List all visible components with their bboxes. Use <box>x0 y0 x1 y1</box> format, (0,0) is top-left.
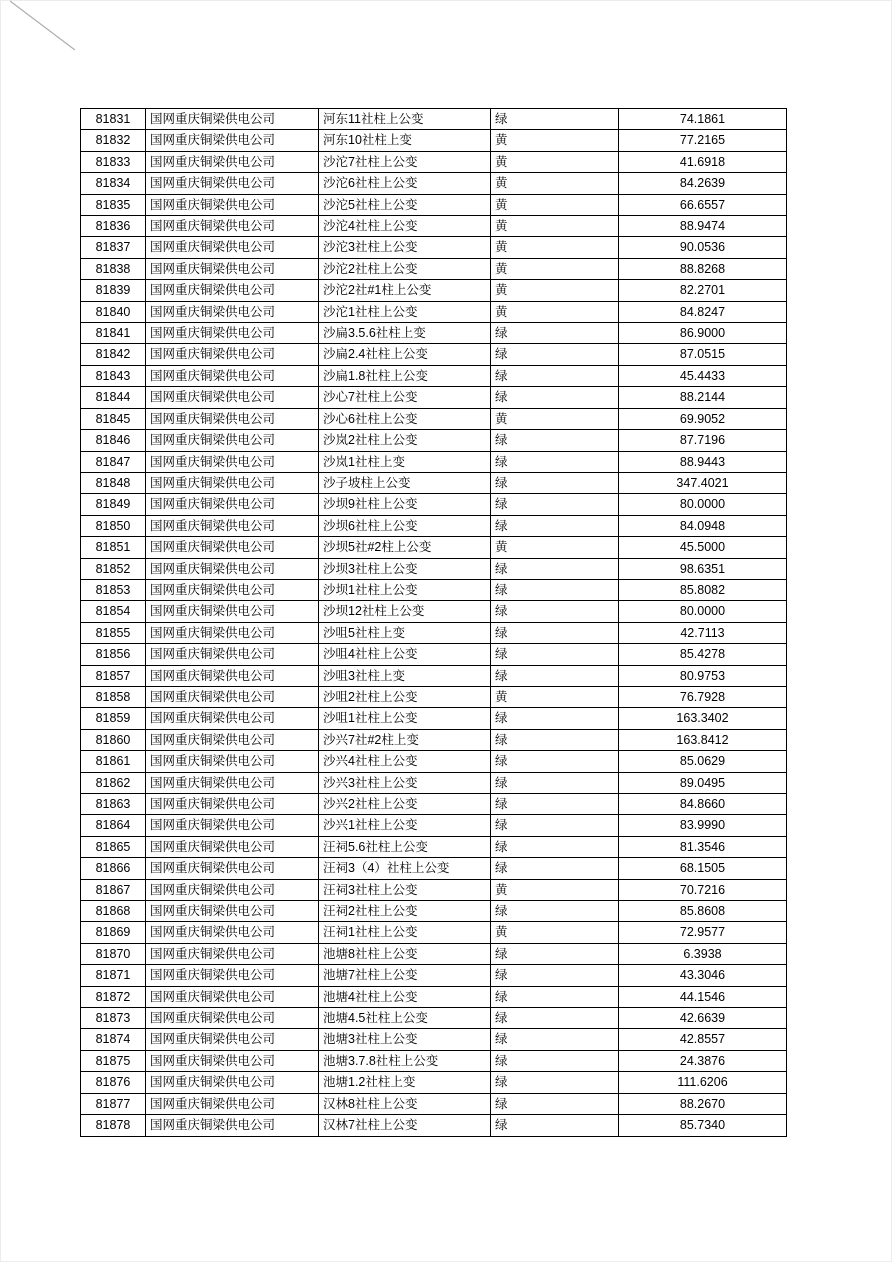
cell-company: 国网重庆铜梁供电公司 <box>146 836 319 857</box>
cell-station: 沙咀5社柱上变 <box>319 622 491 643</box>
cell-station: 沙心6社柱上公变 <box>319 408 491 429</box>
cell-status: 绿 <box>491 665 619 686</box>
cell-value: 82.2701 <box>619 280 787 301</box>
cell-station: 汪祠2社柱上公变 <box>319 901 491 922</box>
cell-company: 国网重庆铜梁供电公司 <box>146 686 319 707</box>
table-row <box>81 729 787 750</box>
cell-company: 国网重庆铜梁供电公司 <box>146 194 319 215</box>
table-row <box>81 622 787 643</box>
cell-station: 沙心7社柱上公变 <box>319 387 491 408</box>
cell-station: 沙沱7社柱上公变 <box>319 151 491 172</box>
cell-status: 黄 <box>491 879 619 900</box>
cell-company: 国网重庆铜梁供电公司 <box>146 1093 319 1114</box>
cell-status: 绿 <box>491 1072 619 1093</box>
cell-company: 国网重庆铜梁供电公司 <box>146 943 319 964</box>
cell-status: 绿 <box>491 387 619 408</box>
cell-company: 国网重庆铜梁供电公司 <box>146 237 319 258</box>
cell-value: 88.2144 <box>619 387 787 408</box>
cell-id: 81874 <box>81 1029 146 1050</box>
cell-station: 河东10社柱上变 <box>319 130 491 151</box>
cell-status: 黄 <box>491 301 619 322</box>
cell-company: 国网重庆铜梁供电公司 <box>146 1072 319 1093</box>
cell-value: 347.4021 <box>619 472 787 493</box>
cell-station: 沙坝12社柱上公变 <box>319 601 491 622</box>
table-row <box>81 173 787 194</box>
cell-id: 81875 <box>81 1050 146 1071</box>
table-row <box>81 922 787 943</box>
cell-id: 81840 <box>81 301 146 322</box>
cell-company: 国网重庆铜梁供电公司 <box>146 430 319 451</box>
table-row <box>81 430 787 451</box>
scan-corner-line <box>0 0 120 80</box>
cell-id: 81846 <box>81 430 146 451</box>
cell-id: 81839 <box>81 280 146 301</box>
cell-value: 111.6206 <box>619 1072 787 1093</box>
cell-status: 绿 <box>491 601 619 622</box>
cell-value: 163.8412 <box>619 729 787 750</box>
cell-value: 66.6557 <box>619 194 787 215</box>
cell-id: 81859 <box>81 708 146 729</box>
cell-status: 绿 <box>491 644 619 665</box>
cell-value: 81.3546 <box>619 836 787 857</box>
table-row <box>81 1050 787 1071</box>
table-row <box>81 815 787 836</box>
table-row <box>81 472 787 493</box>
cell-id: 81862 <box>81 772 146 793</box>
cell-status: 绿 <box>491 986 619 1007</box>
cell-id: 81860 <box>81 729 146 750</box>
cell-company: 国网重庆铜梁供电公司 <box>146 387 319 408</box>
cell-id: 81837 <box>81 237 146 258</box>
table-row <box>81 1115 787 1136</box>
cell-station: 汉林8社柱上公变 <box>319 1093 491 1114</box>
cell-status: 黄 <box>491 216 619 237</box>
cell-value: 84.2639 <box>619 173 787 194</box>
cell-id: 81832 <box>81 130 146 151</box>
cell-company: 国网重庆铜梁供电公司 <box>146 365 319 386</box>
cell-id: 81851 <box>81 537 146 558</box>
cell-status: 绿 <box>491 515 619 536</box>
cell-status: 绿 <box>491 751 619 772</box>
cell-company: 国网重庆铜梁供电公司 <box>146 772 319 793</box>
table-row <box>81 494 787 515</box>
cell-company: 国网重庆铜梁供电公司 <box>146 729 319 750</box>
cell-station: 沙坝9社柱上公变 <box>319 494 491 515</box>
cell-company: 国网重庆铜梁供电公司 <box>146 1029 319 1050</box>
table-row <box>81 943 787 964</box>
cell-company: 国网重庆铜梁供电公司 <box>146 922 319 943</box>
cell-value: 88.9443 <box>619 451 787 472</box>
cell-company: 国网重庆铜梁供电公司 <box>146 622 319 643</box>
cell-id: 81876 <box>81 1072 146 1093</box>
cell-value: 98.6351 <box>619 558 787 579</box>
table-row <box>81 537 787 558</box>
cell-status: 绿 <box>491 323 619 344</box>
cell-station: 汪祠3社柱上公变 <box>319 879 491 900</box>
table-row <box>81 579 787 600</box>
cell-id: 81877 <box>81 1093 146 1114</box>
table-row <box>81 686 787 707</box>
cell-value: 69.9052 <box>619 408 787 429</box>
cell-station: 沙咀4社柱上公变 <box>319 644 491 665</box>
cell-value: 80.0000 <box>619 601 787 622</box>
cell-id: 81870 <box>81 943 146 964</box>
cell-status: 黄 <box>491 130 619 151</box>
cell-status: 黄 <box>491 194 619 215</box>
cell-value: 42.8557 <box>619 1029 787 1050</box>
cell-value: 85.0629 <box>619 751 787 772</box>
cell-id: 81865 <box>81 836 146 857</box>
cell-value: 42.6639 <box>619 1008 787 1029</box>
cell-company: 国网重庆铜梁供电公司 <box>146 109 319 130</box>
cell-value: 74.1861 <box>619 109 787 130</box>
cell-status: 黄 <box>491 173 619 194</box>
table-row <box>81 151 787 172</box>
cell-station: 沙子坡柱上公变 <box>319 472 491 493</box>
cell-company: 国网重庆铜梁供电公司 <box>146 130 319 151</box>
cell-station: 沙咀3社柱上变 <box>319 665 491 686</box>
cell-id: 81868 <box>81 901 146 922</box>
cell-company: 国网重庆铜梁供电公司 <box>146 1050 319 1071</box>
cell-value: 70.7216 <box>619 879 787 900</box>
cell-station: 沙坝3社柱上公变 <box>319 558 491 579</box>
cell-value: 163.3402 <box>619 708 787 729</box>
table-row <box>81 194 787 215</box>
cell-company: 国网重庆铜梁供电公司 <box>146 301 319 322</box>
table-row <box>81 858 787 879</box>
cell-id: 81834 <box>81 173 146 194</box>
cell-company: 国网重庆铜梁供电公司 <box>146 323 319 344</box>
cell-station: 池塘4.5社柱上公变 <box>319 1008 491 1029</box>
cell-company: 国网重庆铜梁供电公司 <box>146 601 319 622</box>
cell-company: 国网重庆铜梁供电公司 <box>146 173 319 194</box>
cell-station: 沙沱4社柱上公变 <box>319 216 491 237</box>
table-row <box>81 751 787 772</box>
cell-station: 汪祠3（4）社柱上公变 <box>319 858 491 879</box>
cell-station: 池塘3.7.8社柱上公变 <box>319 1050 491 1071</box>
table-row <box>81 408 787 429</box>
cell-status: 绿 <box>491 1050 619 1071</box>
cell-id: 81853 <box>81 579 146 600</box>
cell-company: 国网重庆铜梁供电公司 <box>146 451 319 472</box>
cell-status: 绿 <box>491 558 619 579</box>
cell-id: 81850 <box>81 515 146 536</box>
cell-company: 国网重庆铜梁供电公司 <box>146 151 319 172</box>
cell-status: 绿 <box>491 1029 619 1050</box>
table-row <box>81 879 787 900</box>
cell-status: 黄 <box>491 280 619 301</box>
cell-value: 6.3938 <box>619 943 787 964</box>
table-row <box>81 258 787 279</box>
cell-status: 黄 <box>491 408 619 429</box>
table-row <box>81 387 787 408</box>
table-row <box>81 1072 787 1093</box>
cell-status: 绿 <box>491 1115 619 1136</box>
cell-value: 88.9474 <box>619 216 787 237</box>
cell-status: 绿 <box>491 494 619 515</box>
cell-id: 81836 <box>81 216 146 237</box>
cell-id: 81843 <box>81 365 146 386</box>
table-row <box>81 708 787 729</box>
cell-status: 黄 <box>491 151 619 172</box>
table-row <box>81 601 787 622</box>
cell-station: 沙坝1社柱上公变 <box>319 579 491 600</box>
cell-company: 国网重庆铜梁供电公司 <box>146 494 319 515</box>
cell-company: 国网重庆铜梁供电公司 <box>146 515 319 536</box>
table-row <box>81 901 787 922</box>
table-row <box>81 836 787 857</box>
cell-id: 81852 <box>81 558 146 579</box>
cell-station: 池塘1.2社柱上变 <box>319 1072 491 1093</box>
cell-company: 国网重庆铜梁供电公司 <box>146 644 319 665</box>
cell-company: 国网重庆铜梁供电公司 <box>146 1115 319 1136</box>
cell-station: 沙扁3.5.6社柱上变 <box>319 323 491 344</box>
cell-company: 国网重庆铜梁供电公司 <box>146 708 319 729</box>
cell-company: 国网重庆铜梁供电公司 <box>146 537 319 558</box>
cell-value: 90.0536 <box>619 237 787 258</box>
cell-id: 81849 <box>81 494 146 515</box>
cell-status: 黄 <box>491 237 619 258</box>
cell-id: 81873 <box>81 1008 146 1029</box>
cell-status: 绿 <box>491 708 619 729</box>
cell-id: 81871 <box>81 965 146 986</box>
cell-company: 国网重庆铜梁供电公司 <box>146 258 319 279</box>
cell-id: 81835 <box>81 194 146 215</box>
cell-value: 84.0948 <box>619 515 787 536</box>
cell-station: 沙沱2社#1柱上公变 <box>319 280 491 301</box>
cell-status: 绿 <box>491 815 619 836</box>
data-table <box>80 108 787 1137</box>
cell-status: 绿 <box>491 858 619 879</box>
cell-value: 80.9753 <box>619 665 787 686</box>
cell-id: 81838 <box>81 258 146 279</box>
cell-id: 81844 <box>81 387 146 408</box>
cell-status: 绿 <box>491 1093 619 1114</box>
table-row <box>81 772 787 793</box>
cell-id: 81863 <box>81 794 146 815</box>
cell-value: 85.8082 <box>619 579 787 600</box>
cell-id: 81842 <box>81 344 146 365</box>
cell-value: 72.9577 <box>619 922 787 943</box>
cell-status: 绿 <box>491 451 619 472</box>
cell-id: 81841 <box>81 323 146 344</box>
cell-company: 国网重庆铜梁供电公司 <box>146 858 319 879</box>
cell-value: 76.7928 <box>619 686 787 707</box>
table-row <box>81 344 787 365</box>
cell-status: 绿 <box>491 622 619 643</box>
cell-value: 86.9000 <box>619 323 787 344</box>
cell-value: 42.7113 <box>619 622 787 643</box>
cell-value: 41.6918 <box>619 151 787 172</box>
cell-status: 绿 <box>491 344 619 365</box>
cell-station: 沙兴3社柱上公变 <box>319 772 491 793</box>
cell-value: 45.4433 <box>619 365 787 386</box>
cell-station: 沙扁1.8社柱上公变 <box>319 365 491 386</box>
table-row <box>81 237 787 258</box>
table-row <box>81 451 787 472</box>
cell-value: 87.7196 <box>619 430 787 451</box>
table-row <box>81 986 787 1007</box>
cell-station: 河东11社柱上公变 <box>319 109 491 130</box>
cell-company: 国网重庆铜梁供电公司 <box>146 665 319 686</box>
cell-station: 沙沱3社柱上公变 <box>319 237 491 258</box>
table-row <box>81 365 787 386</box>
cell-value: 80.0000 <box>619 494 787 515</box>
cell-value: 85.4278 <box>619 644 787 665</box>
cell-station: 沙沱6社柱上公变 <box>319 173 491 194</box>
cell-company: 国网重庆铜梁供电公司 <box>146 751 319 772</box>
cell-company: 国网重庆铜梁供电公司 <box>146 558 319 579</box>
cell-value: 24.3876 <box>619 1050 787 1071</box>
table-row <box>81 965 787 986</box>
table-row <box>81 109 787 130</box>
cell-status: 绿 <box>491 729 619 750</box>
cell-id: 81869 <box>81 922 146 943</box>
cell-value: 77.2165 <box>619 130 787 151</box>
cell-id: 81861 <box>81 751 146 772</box>
cell-company: 国网重庆铜梁供电公司 <box>146 579 319 600</box>
cell-value: 43.3046 <box>619 965 787 986</box>
table-row <box>81 794 787 815</box>
cell-value: 87.0515 <box>619 344 787 365</box>
cell-id: 81845 <box>81 408 146 429</box>
cell-station: 沙岚1社柱上变 <box>319 451 491 472</box>
cell-company: 国网重庆铜梁供电公司 <box>146 408 319 429</box>
cell-station: 沙咀2社柱上公变 <box>319 686 491 707</box>
cell-value: 85.7340 <box>619 1115 787 1136</box>
table-row <box>81 1093 787 1114</box>
cell-station: 沙坝6社柱上公变 <box>319 515 491 536</box>
cell-id: 81857 <box>81 665 146 686</box>
cell-company: 国网重庆铜梁供电公司 <box>146 344 319 365</box>
cell-value: 88.8268 <box>619 258 787 279</box>
table-row <box>81 1008 787 1029</box>
cell-value: 68.1505 <box>619 858 787 879</box>
cell-company: 国网重庆铜梁供电公司 <box>146 472 319 493</box>
cell-status: 黄 <box>491 922 619 943</box>
cell-value: 45.5000 <box>619 537 787 558</box>
cell-id: 81878 <box>81 1115 146 1136</box>
table-row <box>81 130 787 151</box>
table-row <box>81 301 787 322</box>
cell-station: 汉林7社柱上公变 <box>319 1115 491 1136</box>
cell-id: 81854 <box>81 601 146 622</box>
cell-id: 81855 <box>81 622 146 643</box>
cell-id: 81847 <box>81 451 146 472</box>
table-row <box>81 558 787 579</box>
cell-station: 沙兴2社柱上公变 <box>319 794 491 815</box>
cell-id: 81872 <box>81 986 146 1007</box>
cell-company: 国网重庆铜梁供电公司 <box>146 216 319 237</box>
table-row <box>81 644 787 665</box>
cell-station: 沙坝5社#2柱上公变 <box>319 537 491 558</box>
cell-id: 81864 <box>81 815 146 836</box>
cell-station: 池塘8社柱上公变 <box>319 943 491 964</box>
cell-status: 黄 <box>491 686 619 707</box>
cell-station: 沙沱2社柱上公变 <box>319 258 491 279</box>
cell-value: 89.0495 <box>619 772 787 793</box>
cell-value: 83.9990 <box>619 815 787 836</box>
cell-status: 绿 <box>491 965 619 986</box>
cell-station: 沙沱5社柱上公变 <box>319 194 491 215</box>
cell-value: 44.1546 <box>619 986 787 1007</box>
table-row <box>81 216 787 237</box>
cell-station: 沙岚2社柱上公变 <box>319 430 491 451</box>
cell-status: 绿 <box>491 430 619 451</box>
cell-status: 绿 <box>491 1008 619 1029</box>
table-row <box>81 515 787 536</box>
cell-id: 81833 <box>81 151 146 172</box>
cell-status: 绿 <box>491 472 619 493</box>
cell-company: 国网重庆铜梁供电公司 <box>146 986 319 1007</box>
cell-status: 绿 <box>491 901 619 922</box>
cell-status: 绿 <box>491 836 619 857</box>
cell-company: 国网重庆铜梁供电公司 <box>146 280 319 301</box>
cell-id: 81867 <box>81 879 146 900</box>
cell-station: 沙咀1社柱上公变 <box>319 708 491 729</box>
cell-station: 池塘4社柱上公变 <box>319 986 491 1007</box>
cell-value: 84.8247 <box>619 301 787 322</box>
cell-station: 池塘7社柱上公变 <box>319 965 491 986</box>
cell-company: 国网重庆铜梁供电公司 <box>146 794 319 815</box>
cell-company: 国网重庆铜梁供电公司 <box>146 879 319 900</box>
cell-station: 汪祠1社柱上公变 <box>319 922 491 943</box>
cell-status: 绿 <box>491 772 619 793</box>
cell-value: 84.8660 <box>619 794 787 815</box>
cell-id: 81866 <box>81 858 146 879</box>
cell-station: 沙兴7社#2柱上变 <box>319 729 491 750</box>
cell-id: 81831 <box>81 109 146 130</box>
cell-station: 汪祠5.6社柱上公变 <box>319 836 491 857</box>
cell-company: 国网重庆铜梁供电公司 <box>146 965 319 986</box>
cell-value: 88.2670 <box>619 1093 787 1114</box>
cell-station: 沙兴4社柱上公变 <box>319 751 491 772</box>
cell-id: 81856 <box>81 644 146 665</box>
cell-id: 81858 <box>81 686 146 707</box>
cell-station: 池塘3社柱上公变 <box>319 1029 491 1050</box>
cell-station: 沙兴1社柱上公变 <box>319 815 491 836</box>
cell-company: 国网重庆铜梁供电公司 <box>146 815 319 836</box>
cell-station: 沙扁2.4社柱上公变 <box>319 344 491 365</box>
table-row <box>81 323 787 344</box>
cell-status: 绿 <box>491 579 619 600</box>
table-body <box>81 109 787 1137</box>
table-row <box>81 1029 787 1050</box>
cell-id: 81848 <box>81 472 146 493</box>
table-row <box>81 280 787 301</box>
cell-status: 绿 <box>491 109 619 130</box>
cell-status: 绿 <box>491 943 619 964</box>
cell-company: 国网重庆铜梁供电公司 <box>146 1008 319 1029</box>
cell-company: 国网重庆铜梁供电公司 <box>146 901 319 922</box>
cell-status: 绿 <box>491 794 619 815</box>
cell-station: 沙沱1社柱上公变 <box>319 301 491 322</box>
cell-status: 黄 <box>491 537 619 558</box>
cell-status: 黄 <box>491 258 619 279</box>
table-row <box>81 665 787 686</box>
cell-value: 85.8608 <box>619 901 787 922</box>
cell-status: 绿 <box>491 365 619 386</box>
